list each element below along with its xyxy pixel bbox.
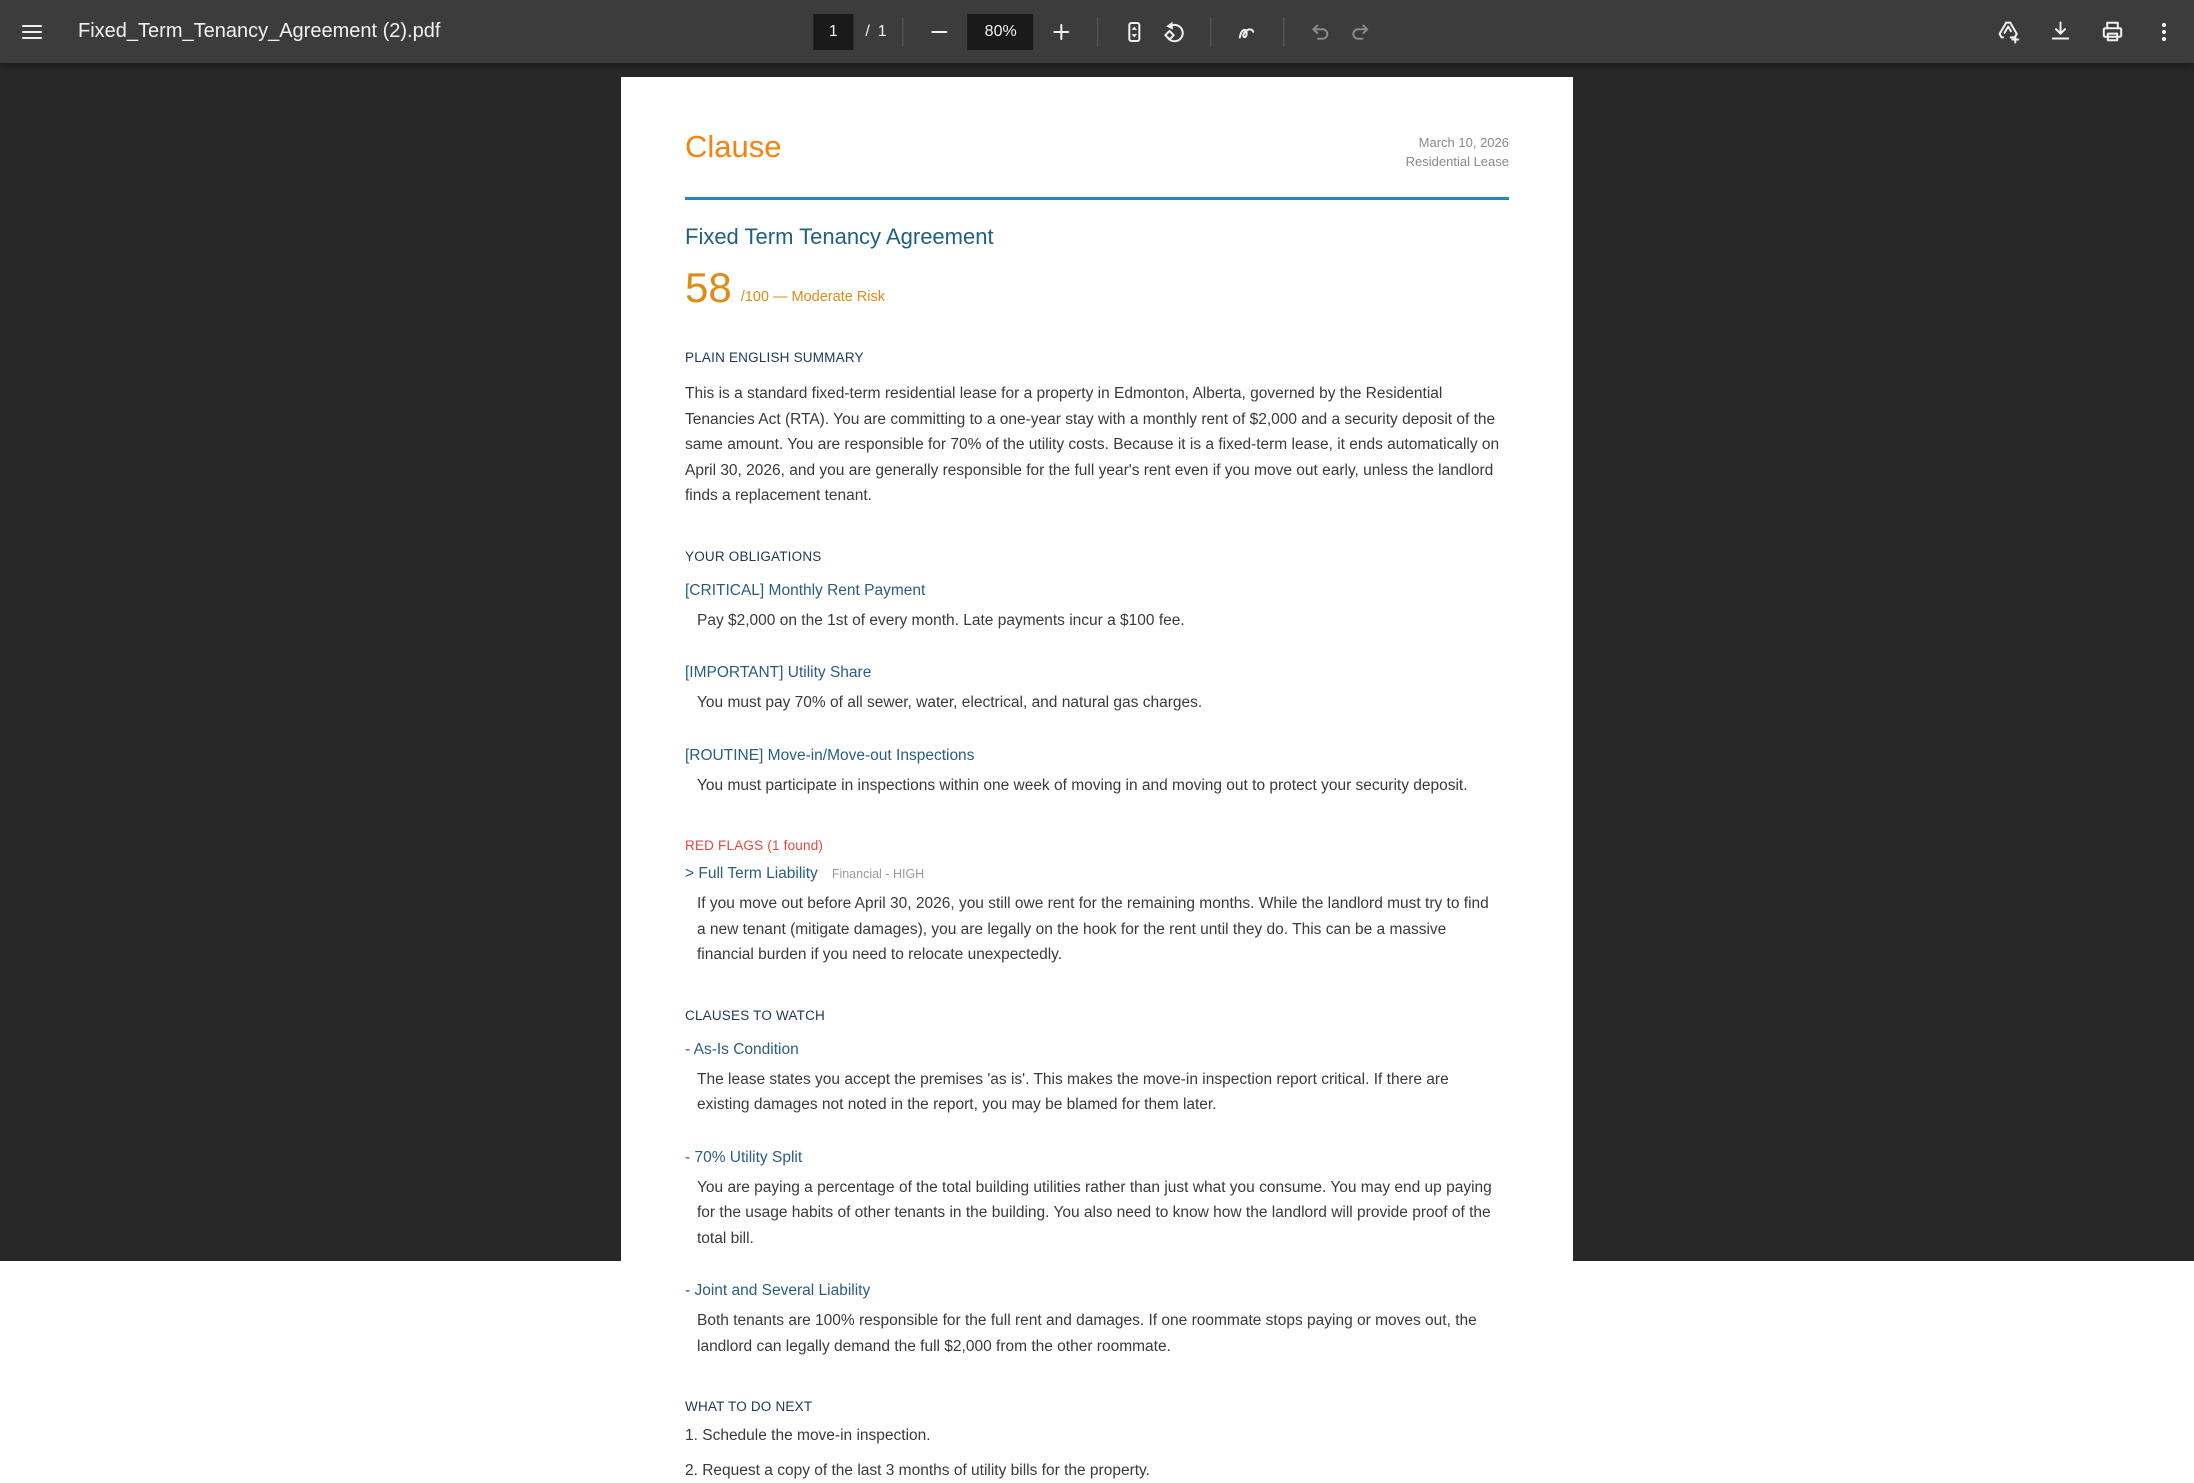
clause-title: - 70% Utility Split: [685, 1149, 1509, 1167]
pdf-page: [621, 77, 1573, 1317]
obligation-item: [685, 582, 1509, 634]
zoom-out-button[interactable]: [920, 12, 960, 52]
zoom-out-icon: [929, 21, 951, 43]
obligation-body: You must pay 70% of all sewer, water, electrical, and natural gas charges.: [685, 690, 1501, 716]
save-to-drive-icon: [1995, 18, 2022, 45]
obligation-item: [685, 664, 1509, 716]
red-flag-title: > Full Term Liability: [685, 865, 818, 883]
section-obligations: [685, 549, 1509, 799]
toolbar-divider: [1284, 17, 1285, 47]
pdf-toolbar: [0, 0, 2194, 63]
risk-score: [685, 266, 1509, 310]
clause-item: [685, 1149, 1509, 1252]
obligation-title: [IMPORTANT] Utility Share: [685, 664, 1509, 682]
clause-title: - Joint and Several Liability: [685, 1282, 1509, 1300]
risk-score-value: 58: [685, 266, 732, 310]
risk-score-detail: /100 — Moderate Risk: [741, 289, 885, 305]
page-number-input[interactable]: [813, 14, 853, 50]
report-meta: [1406, 133, 1509, 171]
page-separator: /: [865, 23, 869, 41]
report-title: Fixed Term Tenancy Agreement: [685, 224, 1509, 250]
red-flag-body: If you move out before April 30, 2026, you still owe rent for the remaining months. While the landlord must try to find a new tenant (mitigate damages), you are legally on the hook for the rent until they do. This can be a massive financial burden if you need to relocate unexpectedly.: [685, 891, 1501, 968]
section-red-flags: [685, 838, 1509, 968]
download-icon: [2047, 18, 2074, 45]
print-icon: [2099, 18, 2126, 45]
annotate-icon: [1236, 20, 1260, 44]
undo-icon: [1309, 20, 1333, 44]
menu-icon: [20, 20, 44, 44]
report-date: March 10, 2026: [1406, 133, 1509, 152]
toolbar-left-group: [0, 12, 440, 52]
redo-button[interactable]: [1341, 12, 1381, 52]
toolbar-divider: [1098, 17, 1099, 47]
download-button[interactable]: [2040, 12, 2080, 52]
next-step-item: 2. Request a copy of the last 3 months of utility bills for the property.: [685, 1458, 1509, 1483]
toolbar-center-group: [813, 0, 1380, 63]
obligation-title: [ROUTINE] Move-in/Move-out Inspections: [685, 747, 1509, 765]
zoom-in-icon: [1051, 21, 1073, 43]
rotate-button[interactable]: [1155, 12, 1195, 52]
undo-button[interactable]: [1301, 12, 1341, 52]
more-options-button[interactable]: [2144, 12, 2184, 52]
next-step-item: 1. Schedule the move-in inspection.: [685, 1423, 1509, 1449]
redo-icon: [1349, 20, 1373, 44]
section-next-steps: [685, 1399, 1509, 1483]
report-doc-type: Residential Lease: [1406, 152, 1509, 171]
obligation-body: Pay $2,000 on the 1st of every month. Late payments incur a $100 fee.: [685, 608, 1501, 634]
toolbar-right-group: [1988, 12, 2194, 52]
print-button[interactable]: [2092, 12, 2132, 52]
page-total: 1: [878, 23, 887, 41]
header-rule: [685, 197, 1509, 200]
more-options-icon: [2152, 20, 2176, 44]
clause-body: The lease states you accept the premises 'as is'. This makes the move-in inspection report critical. If there are existing damages not noted in the report, you may be blamed for them later.: [685, 1067, 1501, 1118]
toolbar-divider: [903, 17, 904, 47]
clause-body: Both tenants are 100% responsible for the full rent and damages. If one roommate stops paying or moves out, the landlord can legally demand the full $2,000 from the other roommate.: [685, 1308, 1501, 1359]
brand-logo: Clause: [685, 127, 782, 167]
report-header: [685, 127, 1509, 171]
summary-body: This is a standard fixed-term residential lease for a property in Edmonton, Alberta, governed by the Residential Tenancies Act (RTA). You are committing to a one-year stay with a monthly rent of $2,000 and a security deposit of the same amount. You are responsible for 70% of the utility costs. Because it is a fixed-term lease, it ends automatically on April 30, 2026, and you are generally responsible for the full year's rent even if you move out early, unless the landlord finds a replacement tenant.: [685, 381, 1511, 509]
obligation-title: [CRITICAL] Monthly Rent Payment: [685, 582, 1509, 600]
next-steps-heading: WHAT TO DO NEXT: [685, 1399, 1509, 1414]
rotate-icon: [1163, 20, 1187, 44]
clause-body: You are paying a percentage of the total building utilities rather than just what you consume. You may end up paying for the usage habits of other tenants in the building. You also need to know how the landlord will provide proof of the total bill.: [685, 1175, 1501, 1252]
pdf-viewer-canvas[interactable]: [0, 63, 2194, 1261]
clause-item: [685, 1282, 1509, 1359]
obligation-item: [685, 747, 1509, 799]
annotate-button[interactable]: [1228, 12, 1268, 52]
clause-title: - As-Is Condition: [685, 1041, 1509, 1059]
save-to-drive-button[interactable]: [1988, 12, 2028, 52]
clause-item: [685, 1041, 1509, 1118]
document-filename: Fixed_Term_Tenancy_Agreement (2).pdf: [78, 20, 440, 43]
zoom-level-display[interactable]: 80%: [968, 14, 1034, 50]
menu-button[interactable]: [12, 12, 52, 52]
summary-heading: PLAIN ENGLISH SUMMARY: [685, 350, 1509, 365]
zoom-in-button[interactable]: [1042, 12, 1082, 52]
clauses-heading: CLAUSES TO WATCH: [685, 1008, 1509, 1023]
red-flag-tag: Financial - HIGH: [832, 867, 924, 881]
toolbar-divider: [1211, 17, 1212, 47]
obligations-heading: YOUR OBLIGATIONS: [685, 549, 1509, 564]
section-clauses: [685, 1008, 1509, 1360]
red-flags-heading: RED FLAGS (1 found): [685, 838, 1509, 853]
obligation-body: You must participate in inspections within one week of moving in and moving out to protect your security deposit.: [685, 773, 1501, 799]
red-flag-item: [685, 865, 1509, 883]
section-summary: [685, 350, 1509, 509]
fit-page-icon: [1123, 20, 1147, 44]
fit-to-page-button[interactable]: [1115, 12, 1155, 52]
